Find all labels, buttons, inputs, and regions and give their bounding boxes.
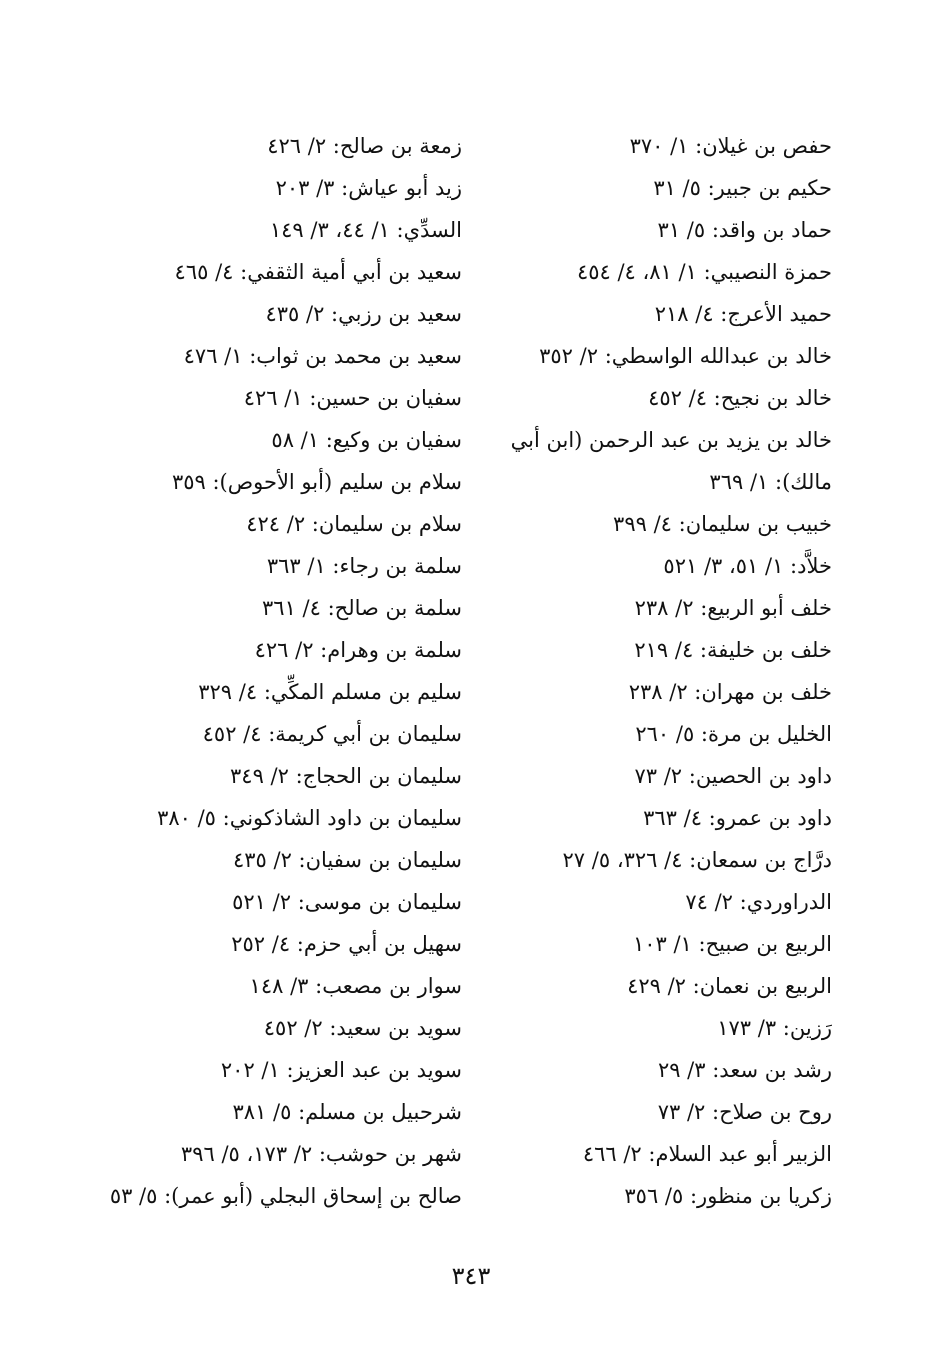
index-entry: زيد أبو عياش: ٣/ ٢٠٣	[275, 176, 462, 200]
index-entry: سليمان بن الحجاج: ٢/ ٣٤٩	[230, 764, 462, 788]
index-entry: درَّاج بن سمعان: ٤/ ٣٢٦، ٥/ ٢٧	[562, 848, 832, 872]
index-entry: سليمان بن أبي كريمة: ٤/ ٤٥٢	[202, 722, 462, 746]
page-number: ٣٤٣	[451, 1262, 491, 1290]
index-entry: سليمان بن سفيان: ٢/ ٤٣٥	[232, 848, 462, 872]
index-entry: صالح بن إسحاق البجلي (أبو عمر): ٥/ ٥٣	[109, 1184, 462, 1208]
index-entry: سليم بن مسلم المكِّي: ٤/ ٣٢٩	[198, 680, 462, 704]
index-entry: داود بن عمرو: ٤/ ٣٦٣	[643, 806, 832, 830]
index-entry: خلف بن خليفة: ٤/ ٢١٩	[634, 638, 832, 662]
index-entry: خبيب بن سليمان: ٤/ ٣٩٩	[613, 512, 832, 536]
index-entry: شرحبيل بن مسلم: ٥/ ٣٨١	[232, 1100, 462, 1124]
index-entry: سليمان بن داود الشاذكوني: ٥/ ٣٨٠	[157, 806, 462, 830]
index-entry: زكريا بن منظور: ٥/ ٣٥٦	[624, 1184, 832, 1208]
index-entry: سفيان بن حسين: ١/ ٤٢٦	[243, 386, 462, 410]
index-entry: خالد بن يزيد بن عبد الرحمن (ابن أبي	[510, 428, 832, 452]
index-entry: الربيع بن صبيح: ١/ ١٠٣	[632, 932, 832, 956]
index-entry: زمعة بن صالح: ٢/ ٤٢٦	[267, 134, 462, 158]
index-entry: سعيد بن محمد بن ثواب: ١/ ٤٧٦	[183, 344, 462, 368]
index-entry: سلام بن سليم (أبو الأحوص): ٣٥٩	[171, 470, 462, 494]
index-entry: رشد بن سعد: ٣/ ٢٩	[657, 1058, 832, 1082]
index-entry: سلمة بن صالح: ٤/ ٣٦١	[262, 596, 462, 620]
index-entry: الدراوردي: ٢/ ٧٤	[685, 890, 832, 914]
index-entry: حماد بن واقد: ٥/ ٣١	[657, 218, 832, 242]
index-entry: السدِّي: ١/ ٤٤، ٣/ ١٤٩	[269, 218, 462, 242]
index-entry: خلف أبو الربيع: ٢/ ٢٣٨	[634, 596, 832, 620]
index-entry: الربيع بن نعمان: ٢/ ٤٢٩	[627, 974, 832, 998]
index-entry: حميد الأعرج: ٤/ ٢١٨	[654, 302, 832, 326]
index-entry: حكيم بن جبير: ٥/ ٣١	[653, 176, 832, 200]
index-entry: سلمة بن رجاء: ١/ ٣٦٣	[266, 554, 462, 578]
index-entry: روح بن صلاح: ٢/ ٧٣	[657, 1100, 832, 1124]
index-column-left	[109, 125, 462, 1217]
index-entry: سويد بن عبد العزيز: ١/ ٢٠٢	[220, 1058, 462, 1082]
index-entry: مالك): ١/ ٣٦٩	[709, 470, 832, 494]
index-entry: داود بن الحصين: ٢/ ٧٣	[634, 764, 832, 788]
index-entry: حمزة النصيبي: ١/ ٨١، ٤/ ٤٥٤	[576, 260, 832, 284]
index-entry: خالد بن نجيح: ٤/ ٤٥٢	[648, 386, 832, 410]
index-entry: شهر بن حوشب: ٢/ ١٧٣، ٥/ ٣٩٦	[180, 1142, 462, 1166]
index-entry: سهيل بن أبي حزم: ٤/ ٢٥٢	[231, 932, 462, 956]
index-entry: سلام بن سليمان: ٢/ ٤٢٤	[246, 512, 462, 536]
index-entry: سلمة بن وهرام: ٢/ ٤٢٦	[254, 638, 462, 662]
index-entry: سعيد بن رزبي: ٢/ ٤٣٥	[265, 302, 462, 326]
index-entry: خلاَّد: ١/ ٥١، ٣/ ٥٢١	[663, 554, 832, 578]
index-entry: سليمان بن موسى: ٢/ ٥٢١	[232, 890, 462, 914]
index-entry: سويد بن سعيد: ٢/ ٤٥٢	[263, 1016, 462, 1040]
index-entry: الخليل بن مرة: ٥/ ٢٦٠	[635, 722, 832, 746]
index-entry: سفيان بن وكيع: ١/ ٥٨	[271, 428, 462, 452]
index-entry: رَزين: ٣/ ١٧٣	[717, 1016, 832, 1040]
index-entry: خلف بن مهران: ٢/ ٢٣٨	[628, 680, 832, 704]
index-entry: سعيد بن أبي أمية الثقفي: ٤/ ٤٦٥	[174, 260, 462, 284]
index-entry: خالد بن عبدالله الواسطي: ٢/ ٣٥٢	[539, 344, 832, 368]
index-entry: حفص بن غيلان: ١/ ٣٧٠	[629, 134, 832, 158]
index-entry: الزبير أبو عبد السلام: ٢/ ٤٦٦	[582, 1142, 832, 1166]
index-entry: سوار بن مصعب: ٣/ ١٤٨	[249, 974, 462, 998]
index-column-right	[502, 125, 832, 1217]
